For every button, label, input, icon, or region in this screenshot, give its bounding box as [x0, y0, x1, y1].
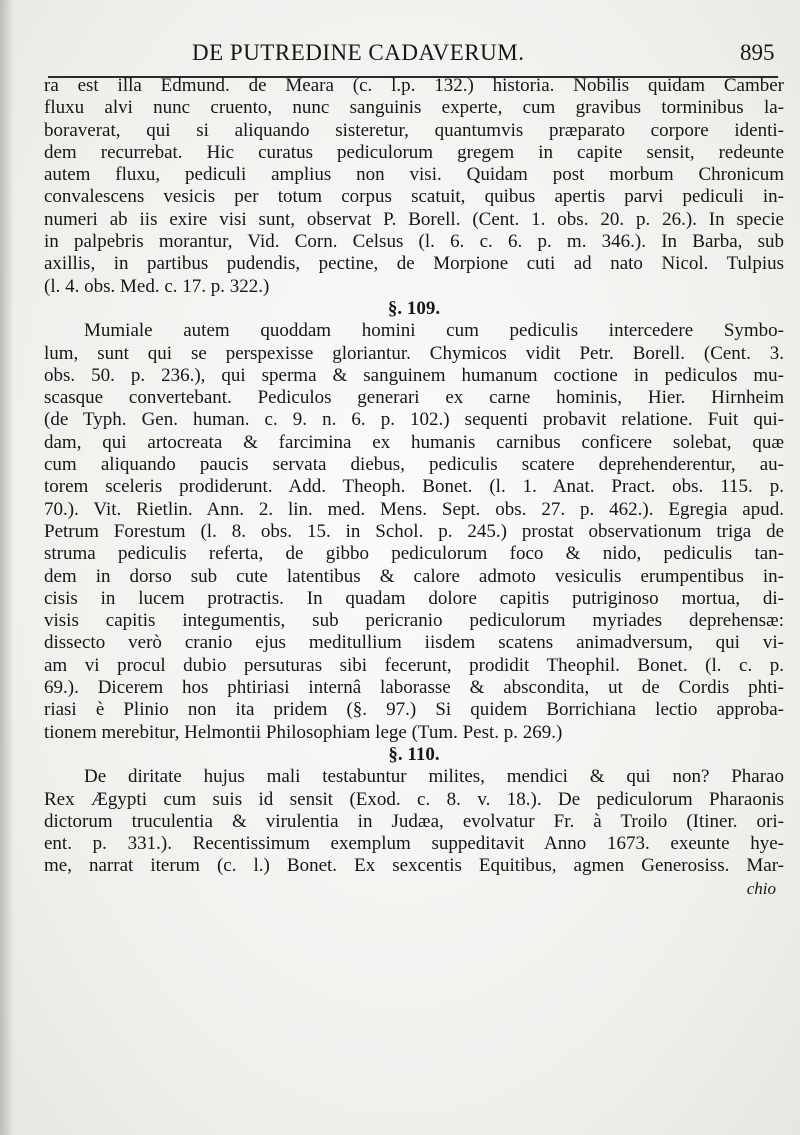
text-line: convalescens vesicis per totum corpus scatuit, quibus apertis parvi pediculi in- — [44, 186, 784, 208]
text-line: riasi è Plinio non ita pridem (§. 97.) Si quidem Borrichiana lectio approba- — [44, 699, 784, 721]
text-line: dictorum truculentia & virulentia in Judæa, evolvatur Fr. à Troilo (Itiner. ori- — [44, 810, 784, 832]
section-heading-109: §. 109. — [387, 297, 441, 319]
text-line: Mumiale autem quoddam homini cum pediculis intercedere Symbo- — [84, 320, 784, 342]
text-line: torem sceleris prodiderunt. Add. Theoph. Bonet. (l. 1. Anat. Pract. obs. 115. p. — [44, 476, 784, 498]
text-line: dem recurrebat. Hic curatus pediculorum gregem in capite sensit, redeunte — [44, 141, 784, 163]
text-line: axillis, in partibus pudendis, pectine, de Morpione cuti ad nato Nicol. Tulpius — [44, 253, 784, 275]
text-line: 70.). Vit. Rietlin. Ann. 2. lin. med. Mens. Sept. obs. 27. p. 462.). Egregia apud. — [44, 498, 784, 520]
text-line: ra est illa Edmund. de Meara (c. l.p. 132.) historia. Nobilis quidam Camber — [44, 75, 784, 96]
text-line: autem fluxu, pediculi amplius non visi. Quidam post morbum Chronicum — [44, 164, 784, 186]
text-line: obs. 50. p. 236.), qui sperma & sanguinem humanum coctione in pediculos mu- — [44, 364, 784, 386]
text-line: in palpebris morantur, Vid. Corn. Celsus (l. 6. c. 6. p. m. 346.). In Barba, sub — [44, 231, 784, 253]
section-heading-110: §. 110. — [388, 743, 440, 765]
text-line: Petrum Forestum (l. 8. obs. 15. in Schol. p. 245.) prostat observationum triga de — [44, 520, 784, 542]
text-line: dem in dorso sub cute latentibus & calore admoto vesiculis erumpentibus in- — [44, 565, 784, 587]
text-line: Rex Ægypti cum suis id sensit (Exod. c. 8. v. 18.). De pediculorum Pharaonis — [44, 788, 784, 810]
text-line: (l. 4. obs. Med. c. 17. p. 322.) — [44, 275, 270, 297]
text-line: me, narrat iterum (c. l.) Bonet. Ex sexcentis Equitibus, agmen Generosiss. Mar- — [44, 855, 784, 877]
text-line: struma pediculis referta, de gibbo pediculorum foco & nido, pediculis tan- — [44, 543, 784, 565]
text-line: De diritate hujus mali testabuntur milites, mendici & qui non? Pharao — [84, 766, 784, 788]
paragraph-109 — [44, 320, 784, 744]
page-number: 895 — [740, 40, 775, 65]
text-line: cisis in lucem protractis. In quadam dolore capitis putriginoso mortua, di- — [44, 587, 784, 609]
text-line: visis capitis integumentis, sub pericranio pediculorum myriades deprehensæ: — [44, 610, 784, 632]
text-line: boraverat, qui si aliquando sisteretur, quantumvis præparato corpore identi- — [44, 119, 784, 141]
text-line: lum, sunt qui se perspexisse gloriantur. Chymicos vidit Petr. Borell. (Cent. 3. — [44, 342, 784, 364]
text-line: scasque convertebant. Pediculos generari ex carne hominis, Hier. Hirnheim — [44, 387, 784, 409]
text-line: 69.). Dicerem hos phtiriasi internâ laborasse & abscondita, ut de Cordis phti- — [44, 677, 784, 699]
body-text — [44, 75, 784, 900]
text-line: cum aliquando paucis servata diebus, pediculis scatere deprehenderentur, au- — [44, 454, 784, 476]
text-line: (de Typh. Gen. human. c. 9. n. 6. p. 102.) sequenti probavit relatione. Fuit qui- — [44, 409, 784, 431]
paragraph-110 — [44, 766, 784, 877]
text-line: dam, qui artocreata & farcimina ex humanis carnibus conficere solebat, quæ — [44, 431, 784, 453]
page-gutter-shadow — [0, 0, 14, 1135]
text-line: am vi procul dubio persuturas sibi fecerunt, prodidit Theophil. Bonet. (l. c. p. — [44, 654, 784, 676]
text-line: tionem merebitur, Helmontii Philosophiam lege (Tum. Pest. p. 269.) — [44, 721, 563, 743]
text-line: fluxu alvi nunc cruento, nunc sanguinis experte, cum gravibus torminibus la- — [44, 97, 784, 119]
paragraph-continued — [44, 75, 784, 298]
running-title: DE PUTREDINE CADAVERUM. — [192, 40, 525, 65]
text-line: dissecto verò cranio ejus meditullium iisdem scatens animadversum, qui vi- — [44, 632, 784, 654]
catchword: chio — [746, 878, 776, 898]
text-line: numeri ab iis exire visi sunt, observat P. Borell. (Cent. 1. obs. 20. p. 26.). In specie — [44, 208, 784, 230]
text-line: ent. p. 331.). Recentissimum exemplum suppeditavit Anno 1673. exeunte hye- — [44, 833, 784, 855]
